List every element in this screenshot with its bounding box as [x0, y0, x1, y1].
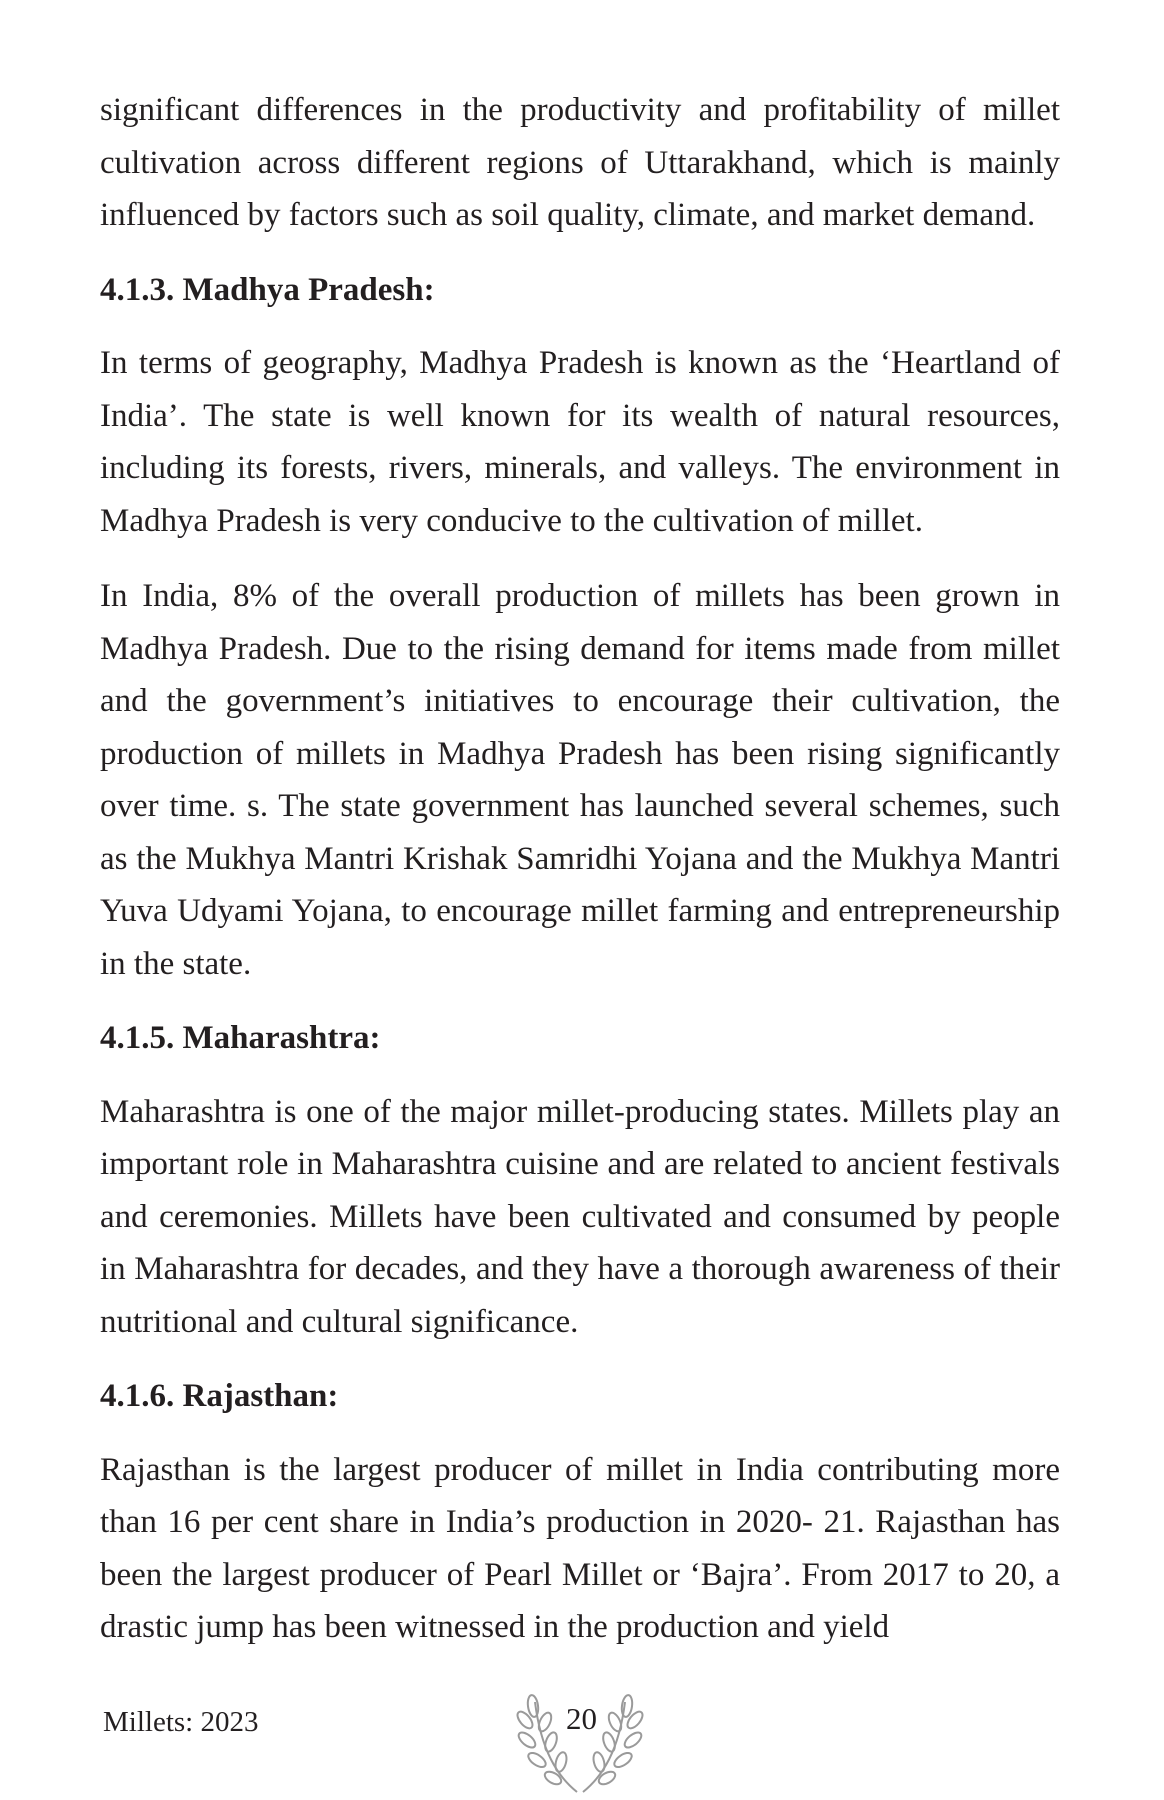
paragraph-maharashtra: Maharashtra is one of the major millet-producing states. Millets play an important role in Maharashtra cuisine and are related to ancient festivals and ceremonies. Millets have been cultivated and consumed by people in Maharashtra for decades, and they have a thorough awareness of their nutritional and cultural significance.: [100, 1093, 1060, 1340]
heading-madhya-pradesh: 4.1.3. Madhya Pradesh:: [100, 271, 435, 308]
heading-maharashtra: 4.1.5. Maharashtra:: [100, 1020, 381, 1056]
paragraph-mp-production: In India, 8% of the overall production of millets has been grown in Madhya Pradesh. Due to the rising demand for items made from millet and the government’s initiatives to encourage their cultivation, the production of millets in Madhya Pradesh has been rising significantly over time. s. The state government has launched several schemes, such as the Mukhya Mantri Krishak Samridhi Yojana and the Mukhya Mantri Yuva Udyami Yojana, to encourage millet farming and entrepreneurship in the state.: [100, 578, 1060, 982]
footer-book-title: Millets: 2023: [103, 1706, 259, 1738]
page-content: [100, 84, 1060, 1654]
paragraph-rajasthan: Rajasthan is the largest producer of millet in India contributing more than 16 per cent share in India’s production in 2020- 21. Rajasthan has been the largest producer of Pearl Millet or ‘Bajra’. From 2017 to 20, a drastic jump has been witnessed in the production and yield: [100, 1451, 1060, 1645]
paragraph-mp-geography: In terms of geography, Madhya Pradesh is known as the ‘Heartland of India’. The state is well known for its wealth of natural resources, including its forests, rivers, minerals, and valleys. The environment in Madhya Pradesh is very conducive to the cultivation of millet.: [100, 345, 1060, 539]
paragraph-uttarakhand-continued: significant differences in the productivity and profitability of millet cultivation across different regions of Uttarakhand, which is mainly influenced by factors such as soil quality, climate, and market demand.: [100, 92, 1060, 233]
heading-rajasthan: 4.1.6. Rajasthan:: [100, 1378, 339, 1414]
page-number: 20: [566, 1701, 597, 1736]
